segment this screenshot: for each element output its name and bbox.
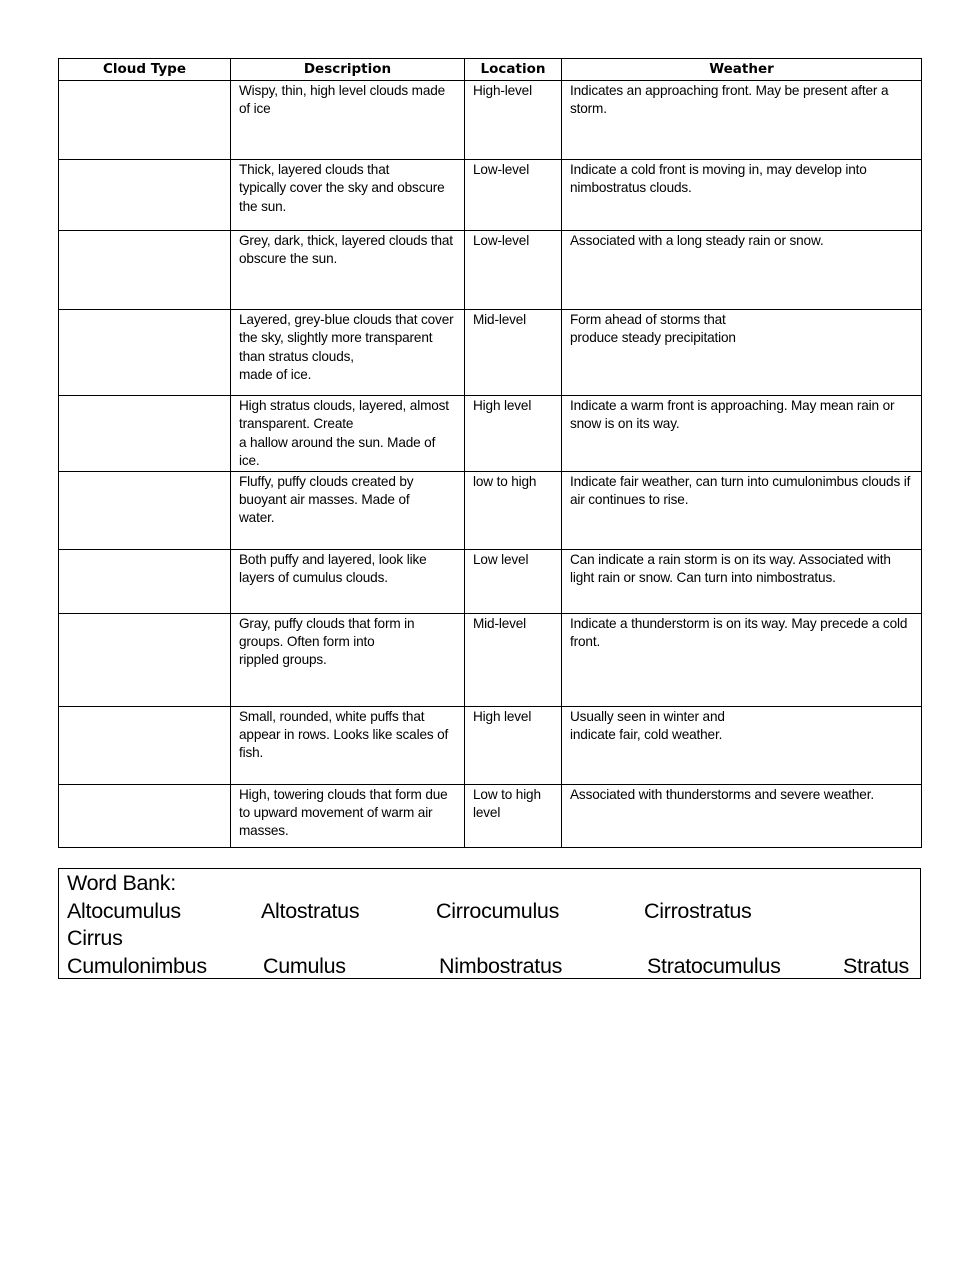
word-bank-title: Word Bank: — [67, 871, 176, 895]
table-row — [59, 549, 922, 613]
word-bank-word: Stratocumulus — [647, 954, 781, 978]
cloud-type-cell — [59, 784, 231, 847]
word-bank-word: Cirrocumulus — [436, 899, 560, 923]
location-cell: High level — [465, 396, 562, 472]
table-body — [59, 81, 922, 848]
description-cell: Small, rounded, white puffs that appear in rows. Looks like scales of fish. — [231, 706, 465, 784]
cloud-type-cell — [59, 231, 231, 310]
table-row — [59, 310, 922, 396]
word-bank-word: Cirrostratus — [644, 899, 752, 923]
table-row — [59, 81, 922, 160]
location-cell: High level — [465, 706, 562, 784]
word-bank-word: Cumulus — [263, 954, 346, 978]
weather-cell: Indicates an approaching front. May be present after a storm. — [562, 81, 922, 160]
table-row — [59, 613, 922, 706]
word-bank-word: Nimbostratus — [439, 954, 563, 978]
weather-cell: Indicate a thunderstorm is on its way. May precede a cold front. — [562, 613, 922, 706]
cloud-type-cell — [59, 310, 231, 396]
weather-cell: Associated with thunderstorms and severe weather. — [562, 784, 922, 847]
table-row — [59, 471, 922, 549]
location-cell: Low-level — [465, 160, 562, 231]
table-row — [59, 706, 922, 784]
description-cell: Both puffy and layered, look like layers of cumulus clouds. — [231, 549, 465, 613]
word-bank — [58, 868, 921, 979]
weather-cell: Indicate fair weather, can turn into cumulonimbus clouds if air continues to rise. — [562, 471, 922, 549]
table-row — [59, 231, 922, 310]
location-cell: Mid-level — [465, 613, 562, 706]
word-bank-word: Altocumulus — [67, 899, 181, 923]
description-cell: High stratus clouds, layered, almost transparent. Create a hallow around the sun. Made of ice. — [231, 396, 465, 472]
header-description: Description — [231, 59, 465, 81]
cloud-type-cell — [59, 613, 231, 706]
location-cell: High-level — [465, 81, 562, 160]
description-cell: Thick, layered clouds that typically cover the sky and obscure the sun. — [231, 160, 465, 231]
description-cell: Gray, puffy clouds that form in groups. Often form into rippled groups. — [231, 613, 465, 706]
weather-cell: Indicate a warm front is approaching. May mean rain or snow is on its way. — [562, 396, 922, 472]
cloud-type-cell — [59, 706, 231, 784]
table-row — [59, 396, 922, 472]
description-cell: Grey, dark, thick, layered clouds that obscure the sun. — [231, 231, 465, 310]
location-cell: Low to high level — [465, 784, 562, 847]
word-bank-word: Altostratus — [261, 899, 360, 923]
description-cell: High, towering clouds that form due to upward movement of warm air masses. — [231, 784, 465, 847]
weather-cell: Associated with a long steady rain or snow. — [562, 231, 922, 310]
cloud-types-table — [58, 58, 922, 848]
description-cell: Fluffy, puffy clouds created by buoyant air masses. Made of water. — [231, 471, 465, 549]
location-cell: Mid-level — [465, 310, 562, 396]
table-row — [59, 160, 922, 231]
cloud-type-cell — [59, 81, 231, 160]
word-bank-word: Cumulonimbus — [67, 954, 207, 978]
weather-cell: Indicate a cold front is moving in, may develop into nimbostratus clouds. — [562, 160, 922, 231]
weather-cell: Form ahead of storms that produce steady precipitation — [562, 310, 922, 396]
cloud-type-cell — [59, 471, 231, 549]
header-cloud-type: Cloud Type — [59, 59, 231, 81]
word-bank-word: Stratus — [843, 954, 910, 978]
word-bank-word: Cirrus — [67, 926, 123, 950]
description-cell: Layered, grey-blue clouds that cover the sky, slightly more transparent than stratus clouds, made of ice. — [231, 310, 465, 396]
location-cell: Low level — [465, 549, 562, 613]
description-cell: Wispy, thin, high level clouds made of ice — [231, 81, 465, 160]
header-weather: Weather — [562, 59, 922, 81]
header-location: Location — [465, 59, 562, 81]
table-row — [59, 784, 922, 847]
cloud-type-cell — [59, 396, 231, 472]
table-header-row — [59, 59, 922, 81]
cloud-type-cell — [59, 160, 231, 231]
location-cell: low to high — [465, 471, 562, 549]
location-cell: Low-level — [465, 231, 562, 310]
weather-cell: Usually seen in winter and indicate fair, cold weather. — [562, 706, 922, 784]
cloud-type-cell — [59, 549, 231, 613]
weather-cell: Can indicate a rain storm is on its way. Associated with light rain or snow. Can turn into nimbostratus. — [562, 549, 922, 613]
